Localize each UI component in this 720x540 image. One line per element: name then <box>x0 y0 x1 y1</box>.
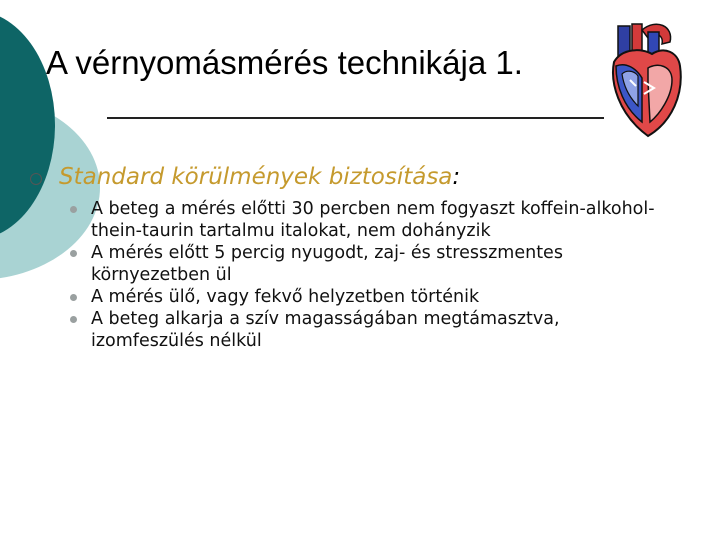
list-item-text: A beteg a mérés előtti 30 percben nem fogyaszt koffein-alkohol-thein-taurin tartalmu italokat, nem dohányzik <box>91 199 655 241</box>
bullet-list <box>70 198 670 352</box>
list-item-text: A mérés ülő, vagy fekvő helyzetben történik <box>91 287 480 307</box>
list-item <box>70 198 670 242</box>
list-item-text: A beteg alkarja a szív magasságában megtámasztva, izomfeszülés nélkül <box>91 309 560 351</box>
ring-bullet-icon <box>30 173 42 185</box>
dot-bullet-icon <box>70 206 77 213</box>
title-underline <box>107 117 604 119</box>
list-item-text: A mérés előtt 5 percig nyugodt, zaj- és stresszmentes környezetben ül <box>91 243 563 285</box>
section-heading <box>59 164 460 190</box>
list-item <box>70 286 670 308</box>
dot-bullet-icon <box>70 250 77 257</box>
slide-title: A vérnyomásmérés technikája 1. <box>46 44 523 81</box>
dot-bullet-icon <box>70 294 77 301</box>
heading-colon: : <box>452 164 461 190</box>
dot-bullet-icon <box>70 316 77 323</box>
list-item <box>70 242 670 286</box>
section-heading-label: Standard körülmények biztosítása <box>59 164 453 190</box>
heart-anatomy-icon <box>608 22 688 140</box>
list-item <box>70 308 670 352</box>
